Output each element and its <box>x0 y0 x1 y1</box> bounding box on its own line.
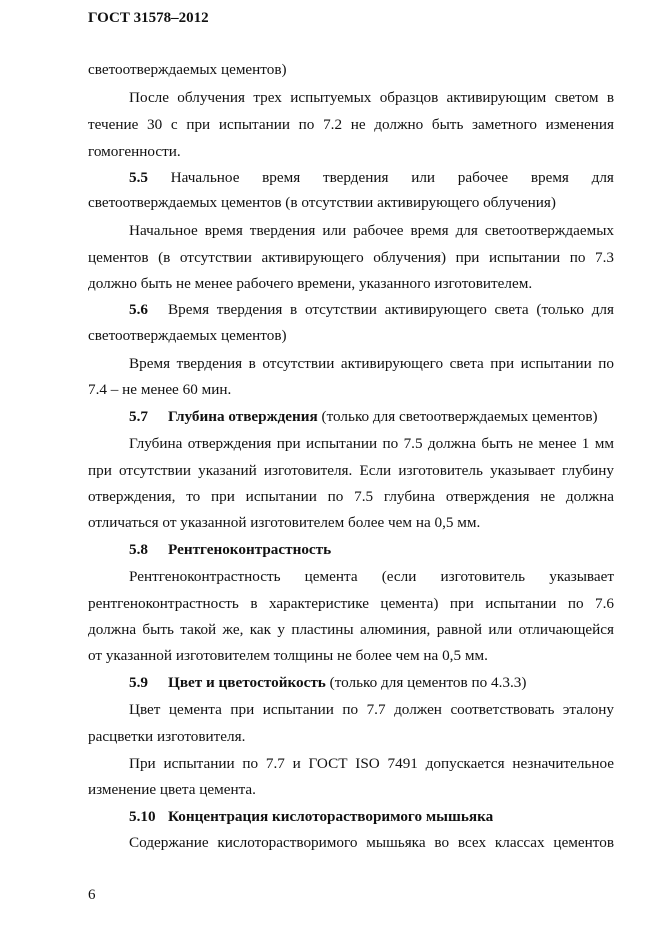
section-5-10-heading <box>129 807 493 827</box>
text-line: Глубина отверждения при испытании по 7.5 должна быть не менее 1 мм <box>129 435 614 452</box>
section-5-9-heading <box>129 673 526 693</box>
word: цемента <box>304 568 358 585</box>
word: Рентгеноконтрастность <box>129 568 281 585</box>
text-line: Начальное время твердения или рабочее время для светоотверждаемых <box>129 222 614 239</box>
section-number: 5.8 <box>129 541 148 558</box>
word: изготовитель <box>440 568 526 585</box>
heading-word: рабочее <box>457 169 509 186</box>
section-5-6-heading <box>129 300 614 320</box>
text-line: от указанной изготовителем толщины не более чем на 0,5 мм. <box>88 647 488 664</box>
heading-text: Время твердения в отсутствии активирующего света (только для <box>168 301 614 318</box>
heading-rest: (только для светоотверждаемых цементов) <box>317 408 598 425</box>
text-line: светоотверждаемых цементов (в отсутствии активирующего облучения) <box>88 194 556 211</box>
text-line: 7.4 – не менее 60 мин. <box>88 381 232 398</box>
section-number: 5.9 <box>129 674 148 691</box>
heading-rest: (только для цементов по 4.3.3) <box>325 674 527 691</box>
word: указывает <box>549 568 614 585</box>
text-line: изменение цвета цемента. <box>88 781 256 798</box>
text-line: отверждения, то при испытании по 7.5 глубина отверждения не должна <box>88 488 614 505</box>
text-line: цементов (в отсутствии активирующего облучения) при испытании по 7.3 <box>88 249 614 266</box>
section-number: 5.10 <box>129 808 156 825</box>
heading-bold: Концентрация кислоторастворимого мышьяка <box>168 808 494 825</box>
section-5-5-heading <box>129 168 614 188</box>
text-line: при отсутствии указаний изготовителя. Если изготовитель указывает глубину <box>88 462 614 479</box>
section-number: 5.7 <box>129 408 148 425</box>
word: (если <box>381 568 417 585</box>
text-line <box>129 567 614 587</box>
text-line: Содержание кислоторастворимого мышьяка во всех классах цементов <box>129 834 614 851</box>
heading-bold: Глубина отверждения <box>168 408 318 425</box>
text-line: должно быть не менее рабочего времени, указанного изготовителем. <box>88 275 533 292</box>
text-line: отличаться от указанной изготовителем более чем на 0,5 мм. <box>88 514 481 531</box>
text-line: рентгеноконтрастность в характеристике цемента) при испытании по 7.6 <box>88 595 614 612</box>
heading-word: время <box>530 169 569 186</box>
text-line: При испытании по 7.7 и ГОСТ ISO 7491 допускается незначительное <box>129 755 614 772</box>
text-line: Время твердения в отсутствии активирующего света при испытании по <box>129 355 614 372</box>
heading-bold: Рентгеноконтрастность <box>168 541 332 558</box>
text-line: течение 30 с при испытании по 7.2 не должно быть заметного изменения <box>88 116 614 133</box>
text-line: расцветки изготовителя. <box>88 728 246 745</box>
section-number: 5.5 <box>129 169 148 186</box>
heading-word: твердения <box>322 169 389 186</box>
heading-word: время <box>262 169 301 186</box>
text-line: светоотверждаемых цементов) <box>88 327 287 344</box>
section-number: 5.6 <box>129 301 148 318</box>
text-line: После облучения трех испытуемых образцов активирующим светом в <box>129 89 614 106</box>
section-5-8-heading <box>129 540 331 560</box>
heading-word: Начальное <box>170 169 240 186</box>
heading-word: или <box>411 169 436 186</box>
text-line: светоотверждаемых цементов) <box>88 61 287 78</box>
document-header: ГОСТ 31578–2012 <box>88 10 209 26</box>
section-5-7-heading <box>129 407 598 427</box>
heading-word: для <box>591 169 614 186</box>
page-number: 6 <box>88 887 96 903</box>
text-line: гомогенности. <box>88 143 181 160</box>
text-line: Цвет цемента при испытании по 7.7 должен соответствовать эталону <box>129 701 614 718</box>
heading-bold: Цвет и цветостойкость <box>168 674 326 691</box>
text-line: должна быть такой же, как у пластины алюминия, равной или отличающейся <box>88 621 614 638</box>
